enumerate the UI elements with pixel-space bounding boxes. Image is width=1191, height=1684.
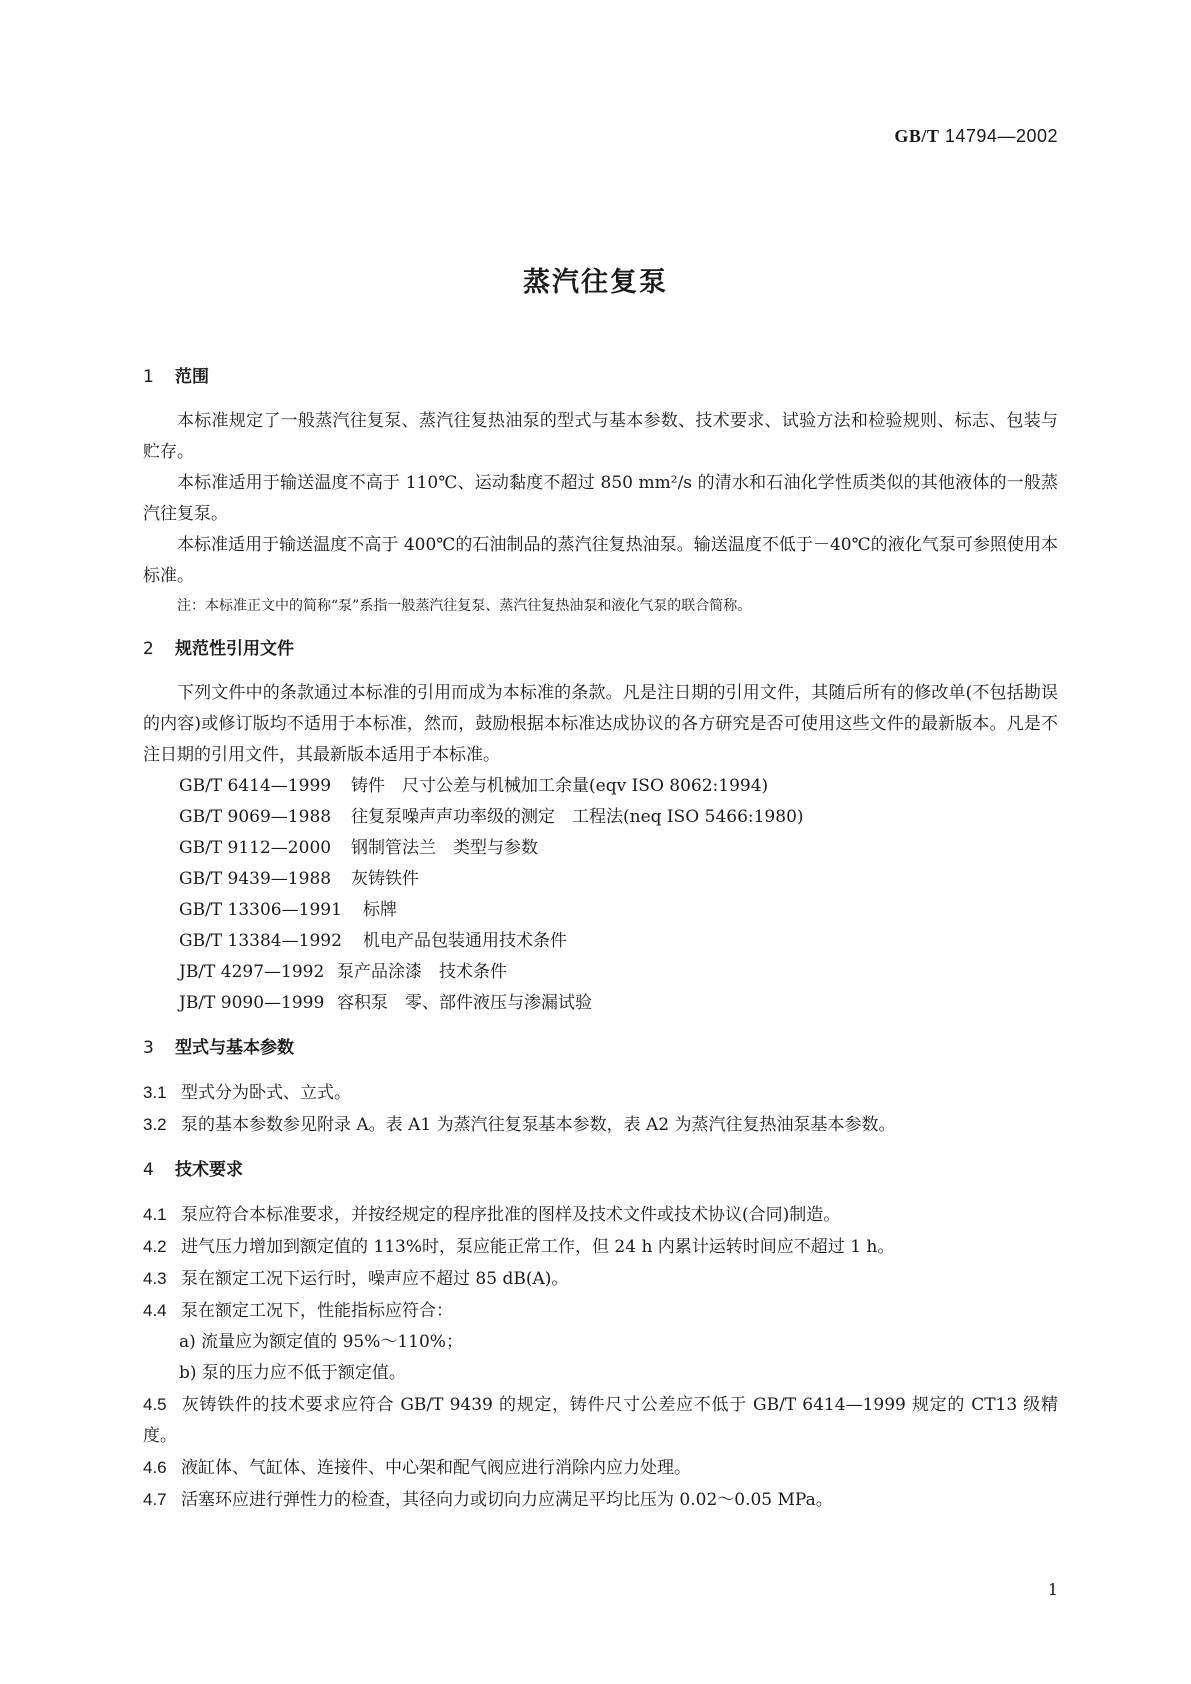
clause-text: 泵应符合本标准要求，并按经规定的程序批准的图样及技术文件或技术协议(合同)制造。 — [181, 1205, 841, 1225]
page-number: 1 — [1047, 1580, 1058, 1599]
section-4-heading — [143, 1155, 1058, 1185]
reference-item — [143, 957, 1058, 988]
reference-code: GB/T 9069—1988 — [179, 807, 332, 827]
reference-code: JB/T 9090—1999 — [179, 993, 325, 1013]
section-title: 型式与基本参数 — [175, 1038, 294, 1058]
reference-title: 铸件 尺寸公差与机械加工余量(eqv ISO 8062:1994) — [351, 776, 769, 796]
clause-number: 4.2 — [143, 1237, 167, 1256]
section-title: 范围 — [175, 367, 209, 387]
paragraph: 本标准适用于输送温度不高于 400℃的石油制品的蒸汽往复热油泵。输送温度不低于－40℃的液化气泵可参照使用本标准。 — [143, 535, 1058, 586]
reference-item — [143, 802, 1058, 833]
paragraph: 本标准规定了一般蒸汽往复泵、蒸汽往复热油泵的型式与基本参数、技术要求、试验方法和检验规则、标志、包装与贮存。 — [143, 411, 1058, 462]
clause — [143, 1109, 1058, 1141]
clause-number: 4.3 — [143, 1269, 167, 1288]
clause-number: 4.1 — [143, 1205, 167, 1224]
reference-title: 标牌 — [363, 900, 397, 920]
reference-code: JB/T 4297—1992 — [179, 962, 325, 982]
clause — [143, 1484, 1058, 1516]
clause-text: 进气压力增加到额定值的 113%时，泵应能正常工作，但 24 h 内累计运转时间应不超过 1 h。 — [181, 1237, 895, 1257]
clause-number: 4.6 — [143, 1458, 167, 1477]
reference-code: GB/T 9439—1988 — [179, 869, 332, 889]
list-item: b) 泵的压力应不低于额定值。 — [179, 1363, 406, 1383]
clause-text: 泵的基本参数参见附录 A。表 A1 为蒸汽往复泵基本参数，表 A2 为蒸汽往复热油泵基本参数。 — [181, 1115, 896, 1135]
reference-title: 机电产品包装通用技术条件 — [363, 931, 567, 951]
clause-text: 灰铸铁件的技术要求应符合 GB/T 9439 的规定，铸件尺寸公差应不低于 GB/T 6414—1999 规定的 CT13 级精度。 — [143, 1395, 1058, 1446]
reference-title: 往复泵噪声声功率级的测定 工程法(neq ISO 5466:1980) — [351, 807, 804, 827]
section-number: 4 — [143, 1160, 154, 1180]
reference-item — [143, 864, 1058, 895]
clause — [143, 1263, 1058, 1295]
section-title: 规范性引用文件 — [175, 639, 294, 659]
clause — [143, 1231, 1058, 1263]
reference-title: 灰铸铁件 — [351, 869, 419, 889]
paragraph: 下列文件中的条款通过本标准的引用而成为本标准的条款。凡是注日期的引用文件，其随后所有的修改单(不包括勘误的内容)或修订版均不适用于本标准，然而，鼓励根据本标准达成协议的各方研究是否可使用这些文件的最新版本。凡是不注日期的引用文件，其最新版本适用于本标准。 — [143, 683, 1058, 765]
clause-text: 活塞环应进行弹性力的检查，其径向力或切向力应满足平均比压为 0.02～0.05 MPa。 — [181, 1490, 833, 1510]
clause-text: 泵在额定工况下，性能指标应符合： — [181, 1301, 453, 1321]
reference-code: GB/T 13306—1991 — [179, 900, 342, 920]
section-title: 技术要求 — [175, 1160, 243, 1180]
clause — [143, 1452, 1058, 1484]
clause-number: 4.7 — [143, 1490, 167, 1509]
clause — [143, 1295, 1058, 1327]
clause-text: 泵在额定工况下运行时，噪声应不超过 85 dB(A)。 — [181, 1269, 569, 1289]
standard-code — [894, 126, 1058, 147]
reference-title: 容积泵 零、部件液压与渗漏试验 — [337, 993, 592, 1013]
reference-title: 钢制管法兰 类型与参数 — [351, 838, 538, 858]
clause — [143, 1199, 1058, 1231]
clause-number: 4.5 — [143, 1395, 167, 1414]
reference-code: GB/T 6414—1999 — [179, 776, 332, 796]
standard-number: 14794—2002 — [939, 126, 1058, 146]
note: 注：本标准正文中的简称“泵”系指一般蒸汽往复泵、蒸汽往复热油泵和液化气泵的联合简称。 — [177, 598, 752, 614]
document-title: 蒸汽往复泵 — [523, 267, 668, 298]
reference-item — [143, 988, 1058, 1019]
section-number: 1 — [143, 367, 154, 387]
section-2-heading — [143, 634, 1058, 664]
clause-number: 3.2 — [143, 1115, 167, 1134]
section-3-heading — [143, 1033, 1058, 1063]
section-number: 2 — [143, 639, 154, 659]
clause — [143, 1077, 1058, 1109]
clause — [143, 1389, 1058, 1452]
document-body — [143, 362, 1058, 1516]
reference-item — [143, 833, 1058, 864]
paragraph: 本标准适用于输送温度不高于 110℃、运动黏度不超过 850 mm²/s 的清水和石油化学性质类似的其他液体的一般蒸汽往复泵。 — [143, 473, 1058, 524]
section-number: 3 — [143, 1038, 154, 1058]
clause-text: 型式分为卧式、立式。 — [181, 1083, 351, 1103]
reference-title: 泵产品涂漆 技术条件 — [337, 962, 507, 982]
reference-item — [143, 895, 1058, 926]
reference-item — [143, 771, 1058, 802]
standard-prefix: GB/T — [894, 126, 940, 146]
section-1-heading — [143, 362, 1058, 392]
clause-text: 液缸体、气缸体、连接件、中心架和配气阀应进行消除内应力处理。 — [181, 1458, 691, 1478]
reference-item — [143, 926, 1058, 957]
clause-number: 3.1 — [143, 1083, 167, 1102]
reference-code: GB/T 9112—2000 — [179, 838, 332, 858]
list-item: a) 流量应为额定值的 95%～110%； — [179, 1332, 463, 1352]
clause-number: 4.4 — [143, 1301, 167, 1320]
reference-code: GB/T 13384—1992 — [179, 931, 342, 951]
